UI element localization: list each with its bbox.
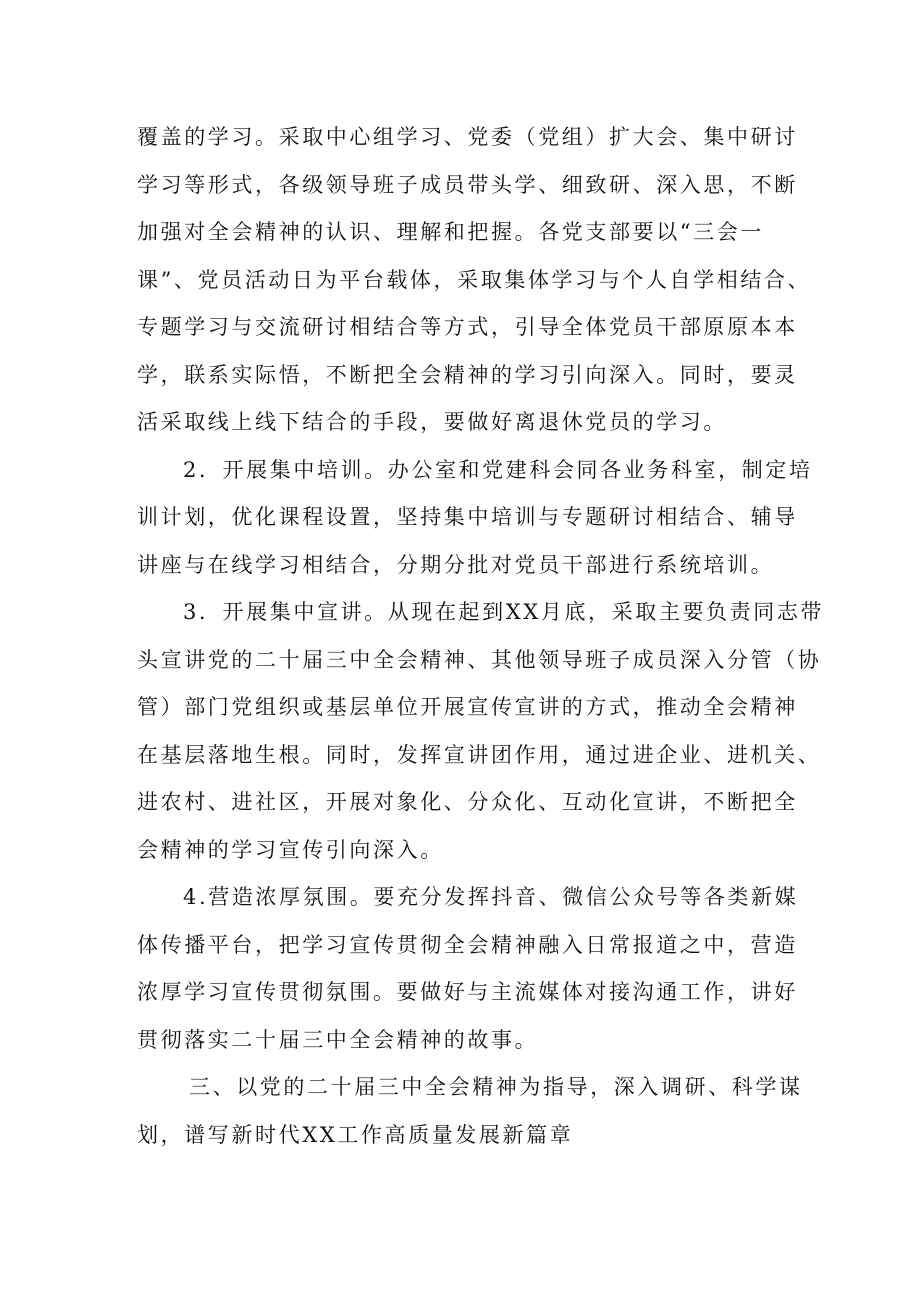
paragraph-line: 4.营造浓厚氛围。要充分发挥抖音、微信公众号等各类新媒	[183, 885, 799, 909]
paragraph-line: 贯彻落实二十届三中全会精神的故事。	[137, 1027, 539, 1052]
body-text	[137, 114, 825, 1159]
paragraph-line: 讲座与在线学习相结合，分期分批对党员干部进行系统培训。	[137, 552, 775, 577]
paragraph-line: 加强对全会精神的认识、理解和把握。各党支部要以“三会一	[137, 220, 764, 244]
paragraph-line: 3．开展集中宣讲。从现在起到XX月底，采取主要负责同志带	[183, 600, 825, 624]
paragraph-line: 学习等形式，各级领导班子成员带头学、细致研、深入思，不断	[137, 172, 798, 197]
paragraph-line: 学，联系实际悟，不断把全会精神的学习引向深入。同时，要灵	[137, 362, 798, 387]
paragraph-line: 2．开展集中培训。办公室和党建科会同各业务科室，制定培	[183, 457, 813, 482]
paragraph-line: 进农村、进社区，开展对象化、分众化、互动化宣讲，不断把全	[137, 790, 798, 814]
paragraph-line: 在基层落地生根。同时，发挥宣讲团作用，通过进企业、进机关、	[137, 742, 822, 767]
paragraph-line: 体传播平台，把学习宣传贯彻全会精神融入日常报道之中，营造	[137, 932, 798, 957]
paragraph-line: 专题学习与交流研讨相结合等方式，引导全体党员干部原原本本	[137, 315, 798, 339]
paragraph-line: 浓厚学习宣传贯彻氛围。要做好与主流媒体对接沟通工作，讲好	[137, 980, 798, 1004]
paragraph-line: 覆盖的学习。采取中心组学习、党委（党组）扩大会、集中研讨	[137, 125, 798, 149]
paragraph-line: 管）部门党组织或基层单位开展宣传宣讲的方式，推动全会精神	[137, 695, 798, 719]
paragraph-line: 课”、党员活动日为平台载体，采取集体学习与个人自学相结合、	[137, 267, 812, 292]
section-heading-line: 三、以党的二十届三中全会精神为指导，深入调研、科学谋	[189, 1075, 803, 1099]
paragraph-line: 会精神的学习宣传引向深入。	[137, 837, 444, 862]
paragraph-line: 头宣讲党的二十届三中全会精神、其他领导班子成员深入分管（协	[137, 647, 822, 672]
paragraph-line: 活采取线上线下结合的手段，要做好离退休党员的学习。	[137, 410, 727, 434]
section-heading-line: 划，谱写新时代XX工作高质量发展新篇章	[137, 1122, 574, 1147]
paragraph-line: 训计划，优化课程设置，坚持集中培训与专题研讨相结合、辅导	[137, 505, 798, 529]
